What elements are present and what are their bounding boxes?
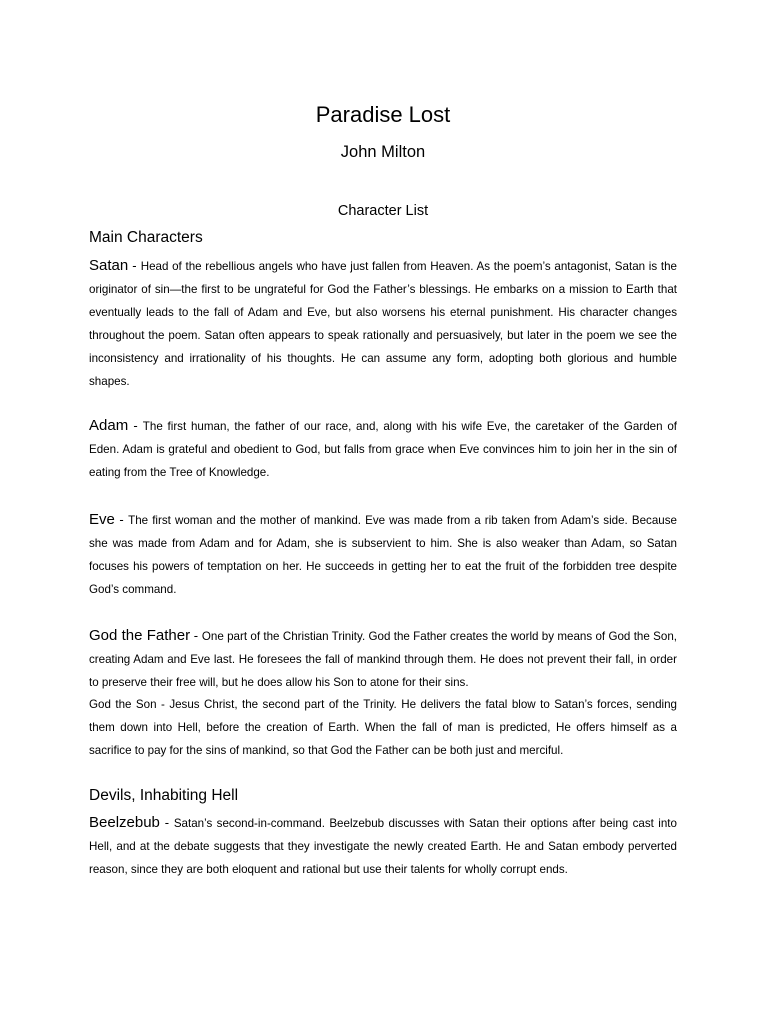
character-description: The first human, the father of our race, and, along with his wife Eve, the caretaker of the Garden of Eden. Adam is grateful and obedient to God, but falls from grace when Eve convinces him to join her in the sin of eating from the Tree of Knowledge. [89,420,677,479]
character-entry-beelzebub [89,811,677,881]
section-heading-devils: Devils, Inhabiting Hell [89,787,239,804]
character-name: Eve [89,511,115,528]
name-separator: - [190,628,202,643]
character-entry-god-the-father [89,624,677,694]
character-name: God the Father [89,627,191,644]
character-entry-satan [89,254,677,393]
character-list-title: Character List [337,203,429,219]
document-author: John Milton [340,143,426,161]
character-name: Adam [89,417,129,434]
character-entry-adam [89,414,677,484]
character-description: One part of the Christian Trinity. God the Father creates the world by means of God the Son, creating Adam and Eve last. He foresees the fall of mankind through them. He does not prevent their fall, in order to preserve their free will, but he does allow his Son to atone for their sins. [89,630,677,689]
character-name: Satan [89,257,129,274]
name-separator: - [128,418,143,433]
character-description: The first woman and the mother of mankind. Eve was made from a rib taken from Adam’s side. Because she was made from Adam and for Adam, she is subservient to him. She is also weaker than Adam, so Satan focuses his powers of temptation on her. He succeeds in getting her to eat the fruit of the forbidden tree despite God’s command. [89,514,677,596]
name-separator: - [128,258,141,273]
character-entry-god-the-son: God the Son - Jesus Christ, the second part of the Trinity. He delivers the fatal blow to Satan’s forces, sending them down into Hell, before the creation of Earth. When the fall of man is predicted, He offers himself as a sacrifice to pay for the sins of mankind, so that God the Father can be both just and merciful. [89,698,677,757]
name-separator: - [114,512,129,527]
character-description: Satan’s second-in-command. Beelzebub discusses with Satan their options after being cast into Hell, and at the debate suggests that they investigate the newly created Earth. He and Satan embody perverted reason, since they are both eloquent and rational but use their talents for wholly corrupt ends. [89,817,677,876]
character-name: Beelzebub [89,814,160,831]
document-title: Paradise Lost [315,102,451,127]
section-heading-main-characters: Main Characters [89,229,203,246]
name-separator: - [159,815,174,830]
character-description: Head of the rebellious angels who have just fallen from Heaven. As the poem’s antagonist, Satan is the originator of sin—the first to be ungrateful for God the Father’s blessings. He embarks on a mission to Earth that eventually leads to the fall of Adam and Eve, but also worsens his eternal punishment. His character changes throughout the poem. Satan often appears to speak rationally and persuasively, but later in the poem we see the inconsistency and irrationality of his thoughts. He can assume any form, adopting both glorious and humble shapes. [89,260,677,388]
character-entry-eve [89,508,677,601]
